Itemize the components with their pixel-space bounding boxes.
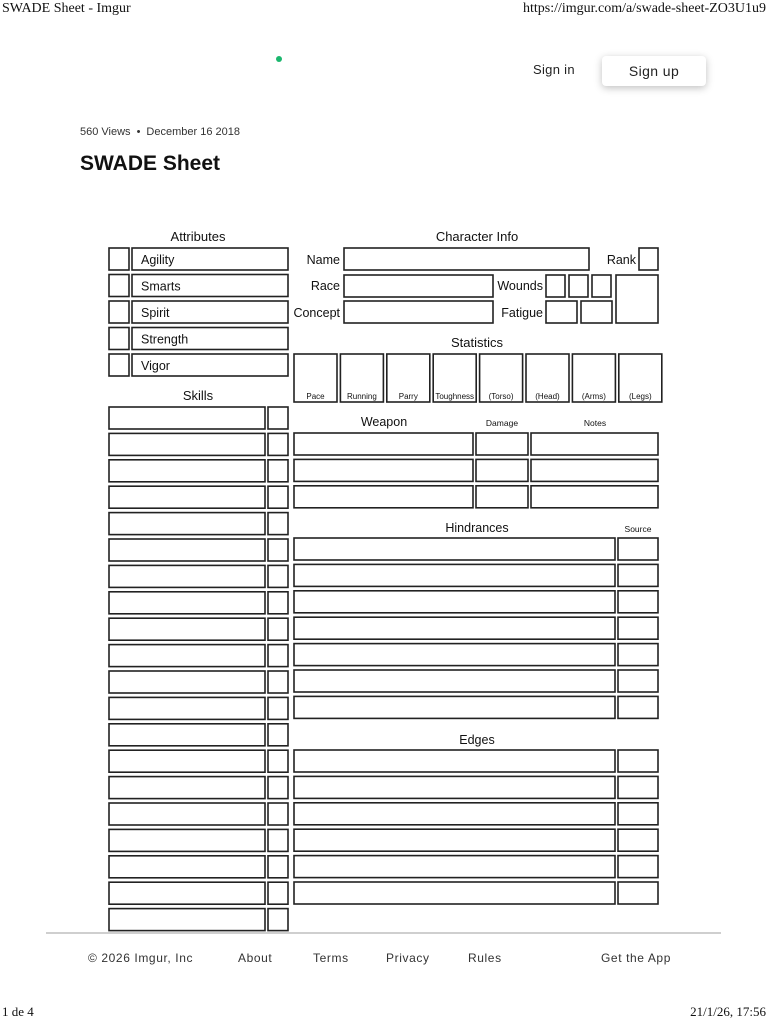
weapon-name-box [294, 459, 473, 481]
character-info-title: Character Info [435, 229, 519, 244]
print-footer [0, 1002, 768, 1024]
skill-die-box [268, 777, 288, 799]
skill-name-box [109, 777, 265, 799]
edge-box [294, 856, 615, 878]
weapon-notes-box [531, 486, 658, 508]
attributes-title: Attributes [170, 229, 226, 244]
attribute-die-box [109, 248, 129, 270]
skill-die-box [268, 829, 288, 851]
concept-field [344, 301, 493, 323]
attribute-label: Agility [141, 253, 175, 267]
edge-source-box [618, 776, 658, 798]
edge-source-box [618, 750, 658, 772]
wound-box [592, 275, 611, 297]
race-field [344, 275, 493, 297]
edge-box [294, 882, 615, 904]
statistic-label: (Torso) [488, 392, 514, 401]
skill-name-box [109, 592, 265, 614]
edge-box [294, 829, 615, 851]
skill-die-box [268, 645, 288, 667]
skill-name-box [109, 882, 265, 904]
statistic-label: (Legs) [628, 392, 652, 401]
skill-die-box [268, 671, 288, 693]
skill-die-box [268, 882, 288, 904]
imgur-logo-dot-icon[interactable] [276, 56, 282, 62]
race-label: Race [310, 279, 340, 293]
statistic-label: (Head) [535, 392, 560, 401]
edge-source-box [618, 882, 658, 904]
edge-source-box [618, 856, 658, 878]
skill-name-box [109, 671, 265, 693]
hindrance-box [294, 564, 615, 586]
weapon-damage-box [476, 433, 528, 455]
skill-die-box [268, 618, 288, 640]
skill-die-box [268, 803, 288, 825]
meta-separator: • [136, 126, 141, 138]
fatigue-label: Fatigue [501, 306, 543, 320]
swade-sheet-image[interactable] [80, 196, 688, 932]
skill-name-box [109, 909, 265, 931]
skill-name-box [109, 856, 265, 878]
print-datetime: 21/1/26, 17:56 [690, 1004, 766, 1019]
skill-name-box [109, 565, 265, 587]
skill-name-box [109, 407, 265, 429]
notes-label: Notes [583, 418, 607, 428]
name-field [344, 248, 589, 270]
skill-die-box [268, 407, 288, 429]
skills-title: Skills [182, 388, 214, 403]
skill-die-box [268, 539, 288, 561]
hindrance-source-box [618, 591, 658, 613]
footer-copyright: © 2026 Imgur, Inc [88, 951, 194, 965]
edge-source-box [618, 803, 658, 825]
skill-die-box [268, 513, 288, 535]
fatigue-box [546, 301, 577, 323]
skill-name-box [109, 645, 265, 667]
footer-about-link[interactable]: About [238, 951, 273, 965]
hindrance-source-box [618, 617, 658, 639]
weapon-damage-box [476, 486, 528, 508]
sheet-drawing [80, 196, 688, 932]
skill-die-box [268, 750, 288, 772]
hindrance-box [294, 696, 615, 718]
attribute-die-box [109, 301, 129, 323]
skill-die-box [268, 724, 288, 746]
hindrances-title: Hindrances [445, 521, 509, 535]
skill-name-box [109, 750, 265, 772]
views-count: 560 Views [80, 126, 131, 138]
skill-name-box [109, 539, 265, 561]
skill-die-box [268, 460, 288, 482]
damage-label: Damage [485, 418, 519, 428]
skill-die-box [268, 856, 288, 878]
print-page-url: https://imgur.com/a/swade-sheet-ZO3U1u9 [522, 1, 766, 16]
source-label: Source [624, 524, 652, 534]
skill-die-box [268, 565, 288, 587]
attribute-label: Vigor [141, 359, 170, 373]
hindrance-source-box [618, 670, 658, 692]
footer-privacy-link[interactable]: Privacy [386, 951, 430, 965]
hindrance-source-box [618, 538, 658, 560]
print-page-number: 1 de 4 [2, 1004, 34, 1019]
skill-die-box [268, 697, 288, 719]
attribute-die-box [109, 328, 129, 350]
weapon-title: Weapon [360, 415, 408, 429]
hindrance-box [294, 670, 615, 692]
post-meta [80, 126, 240, 138]
post-title: SWADE Sheet [80, 152, 221, 175]
hindrance-box [294, 644, 615, 666]
incapacitated-box [616, 275, 658, 323]
concept-label: Concept [293, 306, 340, 320]
edge-box [294, 776, 615, 798]
attribute-die-box [109, 275, 129, 297]
print-page-title: SWADE Sheet - Imgur [2, 1, 131, 16]
edge-box [294, 803, 615, 825]
skill-die-box [268, 486, 288, 508]
rank-box [639, 248, 658, 270]
hindrance-source-box [618, 644, 658, 666]
print-header [0, 0, 768, 18]
statistic-label: Running [346, 392, 377, 401]
footer-rules-link[interactable]: Rules [468, 951, 502, 965]
edges-title: Edges [459, 733, 495, 747]
sign-up-button[interactable] [602, 56, 706, 86]
weapon-notes-box [531, 459, 658, 481]
skill-name-box [109, 513, 265, 535]
post-date: December 16 2018 [146, 126, 240, 138]
skill-die-box [268, 592, 288, 614]
attribute-label: Spirit [141, 306, 170, 320]
statistic-label: Parry [398, 392, 418, 401]
footer-get-app-link[interactable]: Get the App [601, 951, 671, 965]
wounds-label: Wounds [497, 279, 543, 293]
sign-in-link[interactable]: Sign in [533, 62, 575, 77]
skill-name-box [109, 433, 265, 455]
skill-name-box [109, 803, 265, 825]
footer-terms-link[interactable]: Terms [313, 951, 349, 965]
weapon-name-box [294, 433, 473, 455]
skill-name-box [109, 829, 265, 851]
weapon-name-box [294, 486, 473, 508]
hindrance-box [294, 617, 615, 639]
hindrance-source-box [618, 696, 658, 718]
edge-source-box [618, 829, 658, 851]
skill-name-box [109, 618, 265, 640]
skill-die-box [268, 909, 288, 931]
skill-name-box [109, 697, 265, 719]
statistics-title: Statistics [450, 335, 504, 350]
hindrance-source-box [618, 564, 658, 586]
skill-name-box [109, 460, 265, 482]
attribute-die-box [109, 354, 129, 376]
statistic-label: Pace [306, 392, 325, 401]
hindrance-box [294, 591, 615, 613]
skill-die-box [268, 433, 288, 455]
statistic-label: Toughness [435, 392, 475, 401]
skill-name-box [109, 486, 265, 508]
skill-name-box [109, 724, 265, 746]
attribute-label: Strength [141, 332, 189, 347]
weapon-notes-box [531, 433, 658, 455]
rank-label: Rank [606, 253, 636, 267]
hindrance-box [294, 538, 615, 560]
name-label: Name [306, 253, 340, 267]
wound-box [569, 275, 588, 297]
edge-box [294, 750, 615, 772]
weapon-damage-box [476, 459, 528, 481]
sign-up-label: Sign up [628, 63, 680, 79]
fatigue-box [581, 301, 612, 323]
attribute-label: Smarts [141, 279, 181, 294]
wound-box [546, 275, 565, 297]
statistic-label: (Arms) [581, 392, 606, 401]
site-footer [46, 932, 721, 982]
